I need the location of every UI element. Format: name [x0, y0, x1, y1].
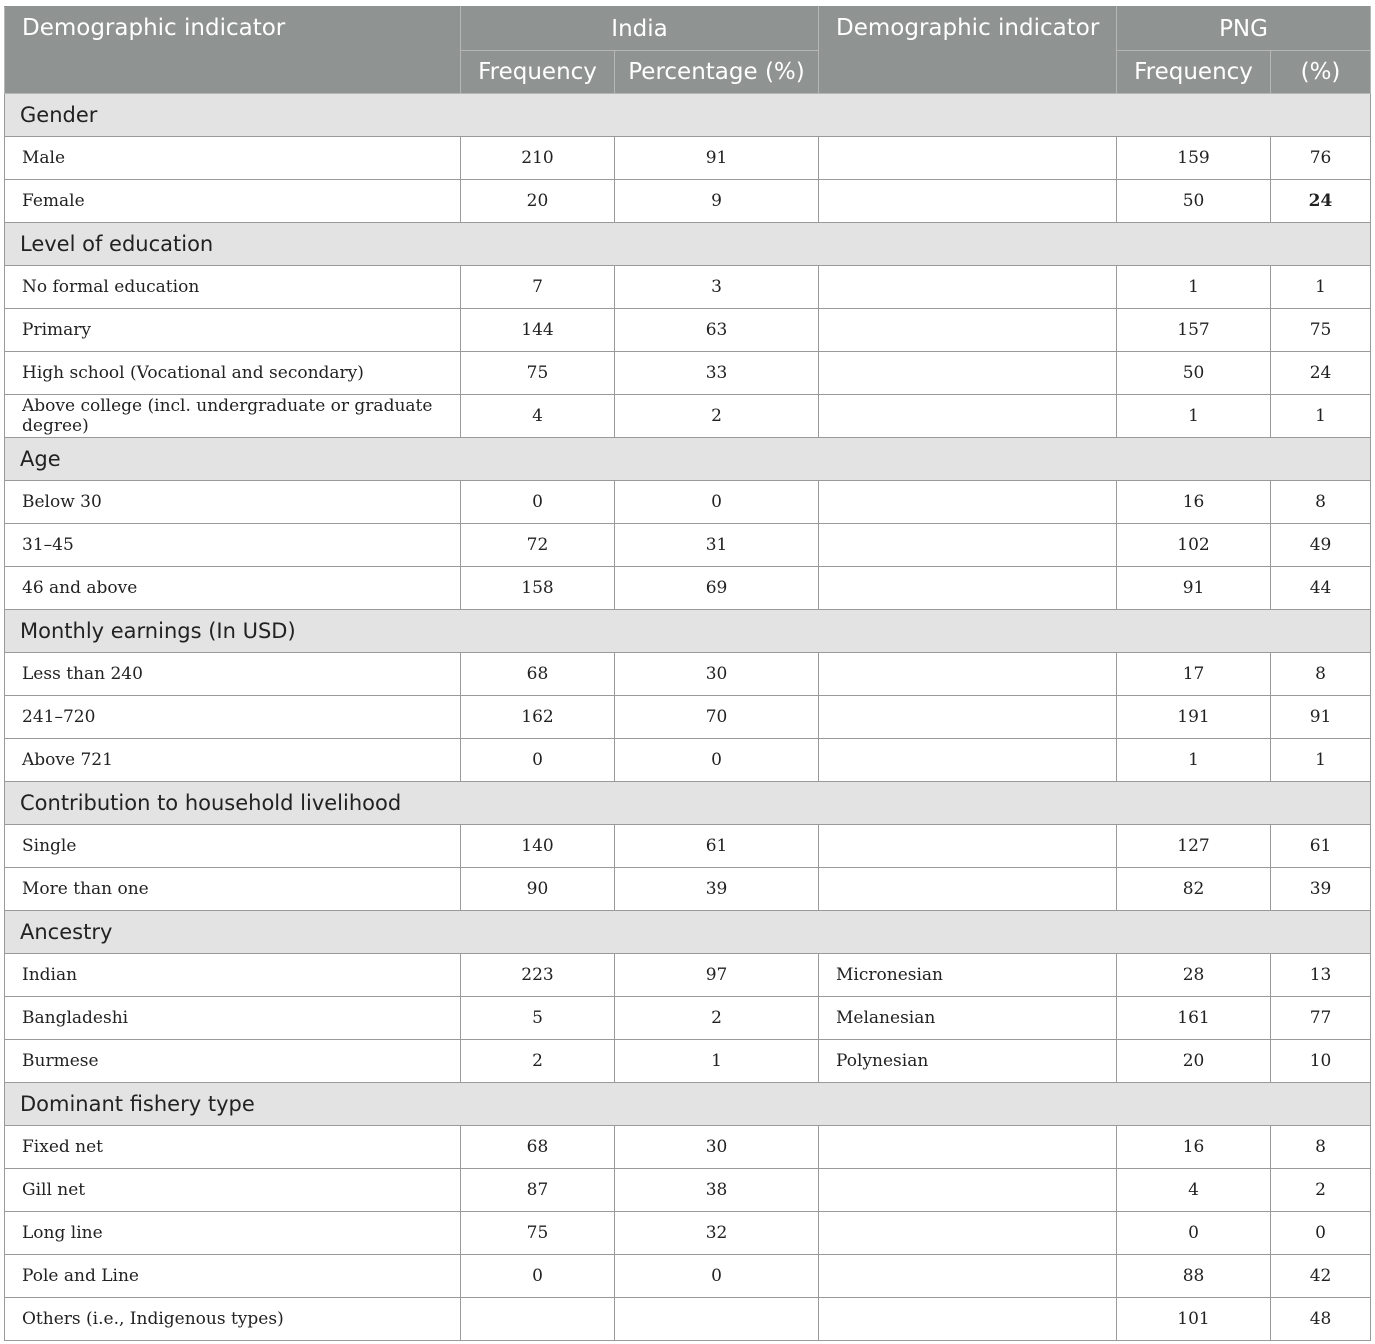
- header-india-frequency: Frequency: [461, 51, 615, 94]
- png-indicator-cell: Micronesian: [819, 954, 1117, 997]
- table-row: [5, 1212, 1371, 1255]
- png-frequency-cell: 50: [1117, 180, 1271, 223]
- png-indicator-cell: [819, 696, 1117, 739]
- india-frequency-cell: 87: [461, 1169, 615, 1212]
- india-frequency-cell: 68: [461, 1126, 615, 1169]
- png-percentage-cell: 76: [1271, 137, 1371, 180]
- india-percentage-cell: [615, 1298, 819, 1341]
- row-label: Single: [5, 825, 461, 868]
- png-frequency-cell: 191: [1117, 696, 1271, 739]
- table-body: [5, 94, 1371, 1341]
- india-frequency-cell: [461, 1298, 615, 1341]
- png-frequency-cell: 1: [1117, 395, 1271, 438]
- png-indicator-cell: [819, 1169, 1117, 1212]
- row-label: Gill net: [5, 1169, 461, 1212]
- india-percentage-cell: 63: [615, 309, 819, 352]
- row-label: Others (i.e., Indigenous types): [5, 1298, 461, 1341]
- table-row: [5, 524, 1371, 567]
- table-row: [5, 266, 1371, 309]
- row-label: 31–45: [5, 524, 461, 567]
- png-percentage-cell: 42: [1271, 1255, 1371, 1298]
- row-label: Bangladeshi: [5, 997, 461, 1040]
- png-indicator-cell: [819, 481, 1117, 524]
- india-percentage-cell: 39: [615, 868, 819, 911]
- india-frequency-cell: 75: [461, 352, 615, 395]
- india-frequency-cell: 68: [461, 653, 615, 696]
- row-label: Fixed net: [5, 1126, 461, 1169]
- png-percentage-cell: 61: [1271, 825, 1371, 868]
- india-frequency-cell: 0: [461, 1255, 615, 1298]
- row-label: Above 721: [5, 739, 461, 782]
- group-row: [5, 223, 1371, 266]
- india-percentage-cell: 30: [615, 1126, 819, 1169]
- png-frequency-cell: 20: [1117, 1040, 1271, 1083]
- table-row: [5, 395, 1371, 438]
- group-title: Monthly earnings (In USD): [5, 610, 1371, 653]
- group-title: Contribution to household livelihood: [5, 782, 1371, 825]
- table-header: [5, 7, 1371, 94]
- table-row: [5, 1298, 1371, 1341]
- group-row: [5, 782, 1371, 825]
- row-label: Less than 240: [5, 653, 461, 696]
- row-label: Pole and Line: [5, 1255, 461, 1298]
- india-frequency-cell: 7: [461, 266, 615, 309]
- png-indicator-cell: [819, 180, 1117, 223]
- png-indicator-cell: [819, 1126, 1117, 1169]
- table-row: [5, 567, 1371, 610]
- table-row: [5, 1169, 1371, 1212]
- table-row: [5, 309, 1371, 352]
- group-row: [5, 610, 1371, 653]
- png-indicator-cell: [819, 1255, 1117, 1298]
- india-frequency-cell: 2: [461, 1040, 615, 1083]
- india-percentage-cell: 1: [615, 1040, 819, 1083]
- india-percentage-cell: 2: [615, 395, 819, 438]
- png-percentage-cell: 1: [1271, 395, 1371, 438]
- india-percentage-cell: 9: [615, 180, 819, 223]
- png-percentage-cell: 10: [1271, 1040, 1371, 1083]
- india-percentage-cell: 97: [615, 954, 819, 997]
- table-row: [5, 739, 1371, 782]
- png-percentage-cell: 75: [1271, 309, 1371, 352]
- group-title: Level of education: [5, 223, 1371, 266]
- png-indicator-cell: [819, 739, 1117, 782]
- india-frequency-cell: 20: [461, 180, 615, 223]
- india-percentage-cell: 70: [615, 696, 819, 739]
- png-frequency-cell: 16: [1117, 1126, 1271, 1169]
- india-percentage-cell: 32: [615, 1212, 819, 1255]
- png-indicator-cell: [819, 309, 1117, 352]
- row-label: Long line: [5, 1212, 461, 1255]
- png-frequency-cell: 16: [1117, 481, 1271, 524]
- group-row: [5, 94, 1371, 137]
- india-frequency-cell: 144: [461, 309, 615, 352]
- png-percentage-cell: 0: [1271, 1212, 1371, 1255]
- table-row: [5, 180, 1371, 223]
- png-indicator-cell: [819, 567, 1117, 610]
- india-frequency-cell: 72: [461, 524, 615, 567]
- table-row: [5, 352, 1371, 395]
- row-label: No formal education: [5, 266, 461, 309]
- group-title: Gender: [5, 94, 1371, 137]
- group-title: Dominant fishery type: [5, 1083, 1371, 1126]
- india-frequency-cell: 90: [461, 868, 615, 911]
- png-percentage-cell: 91: [1271, 696, 1371, 739]
- png-frequency-cell: 127: [1117, 825, 1271, 868]
- group-row: [5, 911, 1371, 954]
- table-row: [5, 954, 1371, 997]
- png-indicator-cell: [819, 524, 1117, 567]
- india-percentage-cell: 38: [615, 1169, 819, 1212]
- png-percentage-cell: 24: [1271, 180, 1371, 223]
- india-percentage-cell: 33: [615, 352, 819, 395]
- png-indicator-cell: [819, 395, 1117, 438]
- row-label: Indian: [5, 954, 461, 997]
- table-row: [5, 1126, 1371, 1169]
- png-frequency-cell: 28: [1117, 954, 1271, 997]
- table-row: [5, 997, 1371, 1040]
- png-frequency-cell: 161: [1117, 997, 1271, 1040]
- png-frequency-cell: 4: [1117, 1169, 1271, 1212]
- india-frequency-cell: 223: [461, 954, 615, 997]
- header-png-frequency: Frequency: [1117, 51, 1271, 94]
- table-row: [5, 137, 1371, 180]
- png-frequency-cell: 91: [1117, 567, 1271, 610]
- header-india-percentage: Percentage (%): [615, 51, 819, 94]
- png-frequency-cell: 157: [1117, 309, 1271, 352]
- row-label: Male: [5, 137, 461, 180]
- india-percentage-cell: 0: [615, 739, 819, 782]
- png-indicator-cell: [819, 352, 1117, 395]
- png-frequency-cell: 1: [1117, 266, 1271, 309]
- table-row: [5, 653, 1371, 696]
- png-indicator-cell: [819, 653, 1117, 696]
- india-frequency-cell: 158: [461, 567, 615, 610]
- png-percentage-cell: 44: [1271, 567, 1371, 610]
- png-percentage-cell: 8: [1271, 481, 1371, 524]
- png-indicator-cell: [819, 825, 1117, 868]
- india-frequency-cell: 75: [461, 1212, 615, 1255]
- png-indicator-cell: [819, 137, 1117, 180]
- png-percentage-cell: 77: [1271, 997, 1371, 1040]
- png-frequency-cell: 50: [1117, 352, 1271, 395]
- india-percentage-cell: 30: [615, 653, 819, 696]
- india-frequency-cell: 5: [461, 997, 615, 1040]
- png-percentage-cell: 8: [1271, 653, 1371, 696]
- india-percentage-cell: 69: [615, 567, 819, 610]
- group-title: Age: [5, 438, 1371, 481]
- png-percentage-cell: 8: [1271, 1126, 1371, 1169]
- png-frequency-cell: 102: [1117, 524, 1271, 567]
- table-row: [5, 825, 1371, 868]
- demographics-table: [4, 6, 1371, 1341]
- png-frequency-cell: 159: [1117, 137, 1271, 180]
- india-percentage-cell: 31: [615, 524, 819, 567]
- india-percentage-cell: 0: [615, 1255, 819, 1298]
- india-frequency-cell: 140: [461, 825, 615, 868]
- png-percentage-cell: 2: [1271, 1169, 1371, 1212]
- png-indicator-cell: [819, 266, 1117, 309]
- india-percentage-cell: 0: [615, 481, 819, 524]
- png-indicator-cell: [819, 1212, 1117, 1255]
- png-frequency-cell: 1: [1117, 739, 1271, 782]
- row-label: Below 30: [5, 481, 461, 524]
- row-label: Above college (incl. undergraduate or graduate degree): [5, 395, 461, 438]
- header-india: India: [461, 7, 819, 51]
- header-png-percentage: (%): [1271, 51, 1371, 94]
- png-frequency-cell: 82: [1117, 868, 1271, 911]
- group-title: Ancestry: [5, 911, 1371, 954]
- png-percentage-cell: 24: [1271, 352, 1371, 395]
- header-demographic-indicator-india: Demographic indicator: [5, 7, 461, 94]
- png-frequency-cell: 0: [1117, 1212, 1271, 1255]
- png-percentage-cell: 13: [1271, 954, 1371, 997]
- india-frequency-cell: 162: [461, 696, 615, 739]
- png-indicator-cell: Polynesian: [819, 1040, 1117, 1083]
- png-indicator-cell: [819, 1298, 1117, 1341]
- row-label: Primary: [5, 309, 461, 352]
- india-percentage-cell: 61: [615, 825, 819, 868]
- png-frequency-cell: 101: [1117, 1298, 1271, 1341]
- png-percentage-cell: 39: [1271, 868, 1371, 911]
- india-frequency-cell: 0: [461, 739, 615, 782]
- india-percentage-cell: 2: [615, 997, 819, 1040]
- row-label: Burmese: [5, 1040, 461, 1083]
- table-row: [5, 868, 1371, 911]
- table-row: [5, 1040, 1371, 1083]
- india-frequency-cell: 4: [461, 395, 615, 438]
- india-frequency-cell: 210: [461, 137, 615, 180]
- india-percentage-cell: 3: [615, 266, 819, 309]
- png-frequency-cell: 17: [1117, 653, 1271, 696]
- group-row: [5, 438, 1371, 481]
- row-label: More than one: [5, 868, 461, 911]
- india-percentage-cell: 91: [615, 137, 819, 180]
- row-label: 46 and above: [5, 567, 461, 610]
- group-row: [5, 1083, 1371, 1126]
- png-indicator-cell: Melanesian: [819, 997, 1117, 1040]
- png-percentage-cell: 1: [1271, 739, 1371, 782]
- row-label: High school (Vocational and secondary): [5, 352, 461, 395]
- png-percentage-cell: 48: [1271, 1298, 1371, 1341]
- table-row: [5, 481, 1371, 524]
- header-demographic-indicator-png: Demographic indicator: [819, 7, 1117, 94]
- png-percentage-cell: 1: [1271, 266, 1371, 309]
- png-indicator-cell: [819, 868, 1117, 911]
- table-row: [5, 1255, 1371, 1298]
- png-frequency-cell: 88: [1117, 1255, 1271, 1298]
- header-png: PNG: [1117, 7, 1371, 51]
- png-percentage-cell: 49: [1271, 524, 1371, 567]
- row-label: Female: [5, 180, 461, 223]
- row-label: 241–720: [5, 696, 461, 739]
- india-frequency-cell: 0: [461, 481, 615, 524]
- table-row: [5, 696, 1371, 739]
